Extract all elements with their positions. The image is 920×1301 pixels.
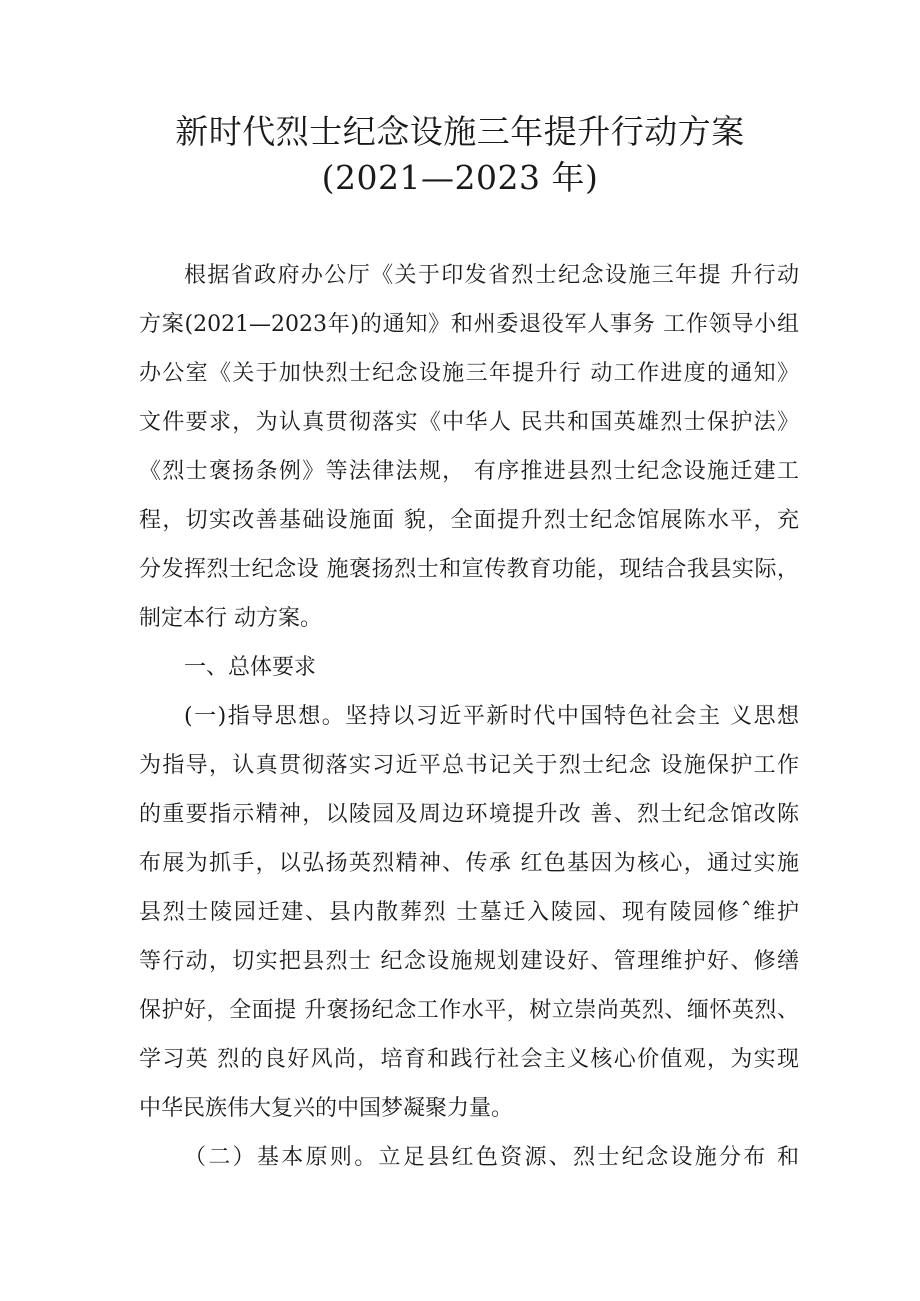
paragraph-line: 分发挥烈士纪念设 施褒扬烈士和宣传教育功能，现结合我县实际，: [139, 557, 799, 582]
paragraph-line: 布展为抓手，以弘扬英烈精神、传承 红色基因为核心，通过实施: [139, 851, 799, 876]
paragraph-line: 为指导，认真贯彻落实习近平总书记关于烈士纪念 设施保护工作: [139, 753, 799, 778]
document-title: 新时代烈士纪念设施三年提升行动方案: [175, 112, 745, 151]
paragraph-line: (一)指导思想。坚持以习近平新时代中国特色社会主 义思想: [184, 704, 799, 729]
paragraph-line: 根据省政府办公厅《关于印发省烈士纪念设施三年提 升行动: [184, 263, 799, 288]
paragraph-line: 方案(2021—2023年)的通知》和州委退役军人事务 工作领导小组: [139, 312, 799, 337]
paragraph-line: 学习英 烈的良好风尚，培育和践行社会主义核心价值观，为实现: [139, 1047, 799, 1072]
paragraph-line: 办公室《关于加快烈士纪念设施三年提升行 动工作进度的通知》: [139, 361, 799, 386]
paragraph-line: 等行动，切实把县烈士 纪念设施规划建设好、管理维护好、修缮: [139, 949, 799, 974]
paragraph-line: 程，切实改善基础设施面 貌，全面提升烈士纪念馆展陈水平，充: [139, 508, 799, 533]
document-subtitle: (2021—2023 年): [321, 158, 599, 197]
paragraph-line: 保护好，全面提 升褒扬纪念工作水平，树立崇尚英烈、缅怀英烈、: [139, 998, 799, 1023]
paragraph-line: 县烈士陵园迁建、县内散葬烈 士墓迁入陵园、现有陵园修ˆ维护: [139, 900, 799, 925]
paragraph-line: 中华民族伟大复兴的中国梦凝聚力量。: [139, 1096, 514, 1121]
section-heading: 一、总体要求: [184, 655, 317, 680]
paragraph-line: （二）基本原则。立足县红色资源、烈士纪念设施分布 和: [184, 1145, 799, 1170]
paragraph-line: 文件要求，为认真贯彻落实《中华人 民共和国英雄烈士保护法》: [139, 410, 799, 435]
paragraph-line: 《烈士褒扬条例》等法律法规， 有序推进县烈士纪念设施迁建工: [139, 459, 799, 484]
paragraph-line: 制定本行 动方案。: [139, 606, 322, 631]
paragraph-line: 的重要指示精神，以陵园及周边环境提升改 善、烈士纪念馆改陈: [139, 802, 799, 827]
